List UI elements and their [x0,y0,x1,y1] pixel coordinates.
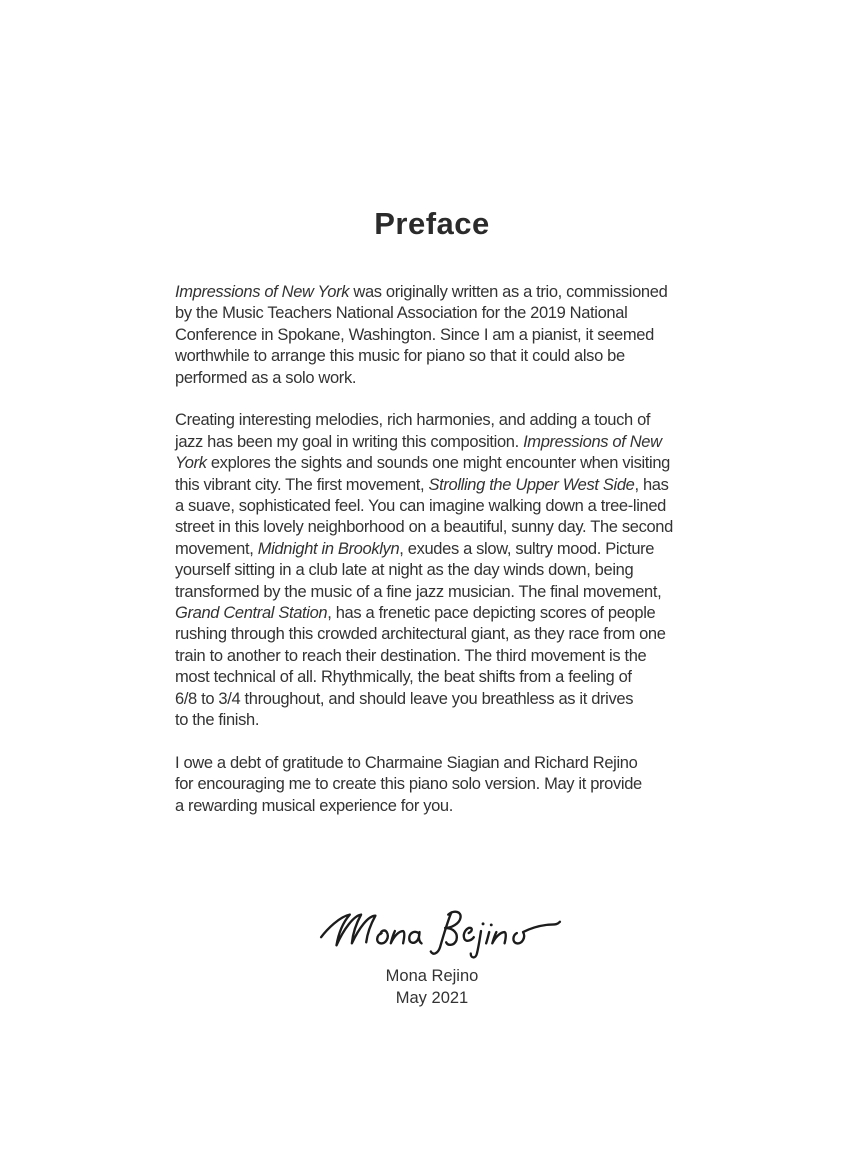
preface-body [175,282,735,817]
text-segment: yourself sitting in a club late at night as the day winds down, being [175,561,634,580]
page-title: Preface [374,206,490,241]
italic-text-segment: Impressions of New [523,432,662,451]
text-segment: transformed by the music of a fine jazz musician. The final movement, [175,582,662,601]
text-segment: movement, [175,539,258,558]
text-segment: , has a frenetic pace depicting scores of people [327,604,656,623]
text-segment: was originally written as a trio, commissioned [349,283,668,301]
text-line [175,753,735,774]
text-segment: performed as a solo work. [175,368,357,387]
text-line [175,582,735,603]
text-line [175,303,735,324]
text-segment: street in this lovely neighborhood on a beautiful, sunny day. The second [175,518,673,537]
paragraph [175,282,735,389]
signature-block [0,893,864,1009]
text-segment: train to another to reach their destination. The third movement is the [175,646,647,665]
text-line [175,646,735,667]
text-segment: a suave, sophisticated feel. You can imagine walking down a tree-lined [175,497,666,516]
text-line [175,689,735,710]
text-line [175,453,735,474]
text-line [175,475,735,496]
text-line [175,774,735,795]
text-segment: most technical of all. Rhythmically, the beat shifts from a feeling of [175,668,632,687]
signature-date: May 2021 [395,989,469,1007]
text-line [175,796,735,817]
text-segment: this vibrant city. The first movement, [175,475,429,494]
text-line [175,346,735,367]
handwritten-signature [317,893,563,967]
text-line [175,517,735,538]
text-segment: a rewarding musical experience for you. [175,796,453,815]
text-segment: , has [634,475,669,494]
text-line [175,667,735,688]
text-line [175,410,735,431]
text-segment: rushing through this crowded architectural giant, as they race from one [175,625,666,644]
text-line [175,539,735,560]
text-segment: jazz has been my goal in writing this composition. [175,432,524,451]
text-line [175,496,735,517]
signature-printed-name: Mona Rejino [385,967,479,985]
text-segment: I owe a debt of gratitude to Charmaine Siagian and Richard Rejino [175,753,638,772]
italic-text-segment: Midnight in Brooklyn [257,539,400,558]
italic-text-segment: Strolling the Upper West Side [428,475,635,494]
text-segment: 6/8 to 3/4 throughout, and should leave you breathless as it drives [175,689,634,708]
text-line [175,624,735,645]
italic-text-segment: Grand Central Station [175,604,328,623]
text-segment: Conference in Spokane, Washington. Since I am a pianist, it seemed [175,325,654,344]
italic-text-segment: York [175,454,207,473]
text-line [175,560,735,581]
text-line [175,603,735,624]
text-segment: to the finish. [175,711,260,730]
text-segment: by the Music Teachers National Association for the 2019 National [175,304,628,323]
text-segment: explores the sights and sounds one might encounter when visiting [206,454,671,473]
text-line [175,282,735,303]
paragraph [175,753,735,817]
text-segment: Creating interesting melodies, rich harmonies, and adding a touch of [175,411,651,430]
text-line [175,432,735,453]
text-segment: , exudes a slow, sultry mood. Picture [399,539,655,558]
paragraph [175,410,735,731]
text-segment: for encouraging me to create this piano solo version. May it provide [175,775,642,794]
text-segment: worthwhile to arrange this music for piano so that it could also be [175,347,625,366]
italic-text-segment: Impressions of New York [175,283,350,301]
text-line [175,710,735,731]
text-line [175,325,735,346]
text-line [175,368,735,389]
